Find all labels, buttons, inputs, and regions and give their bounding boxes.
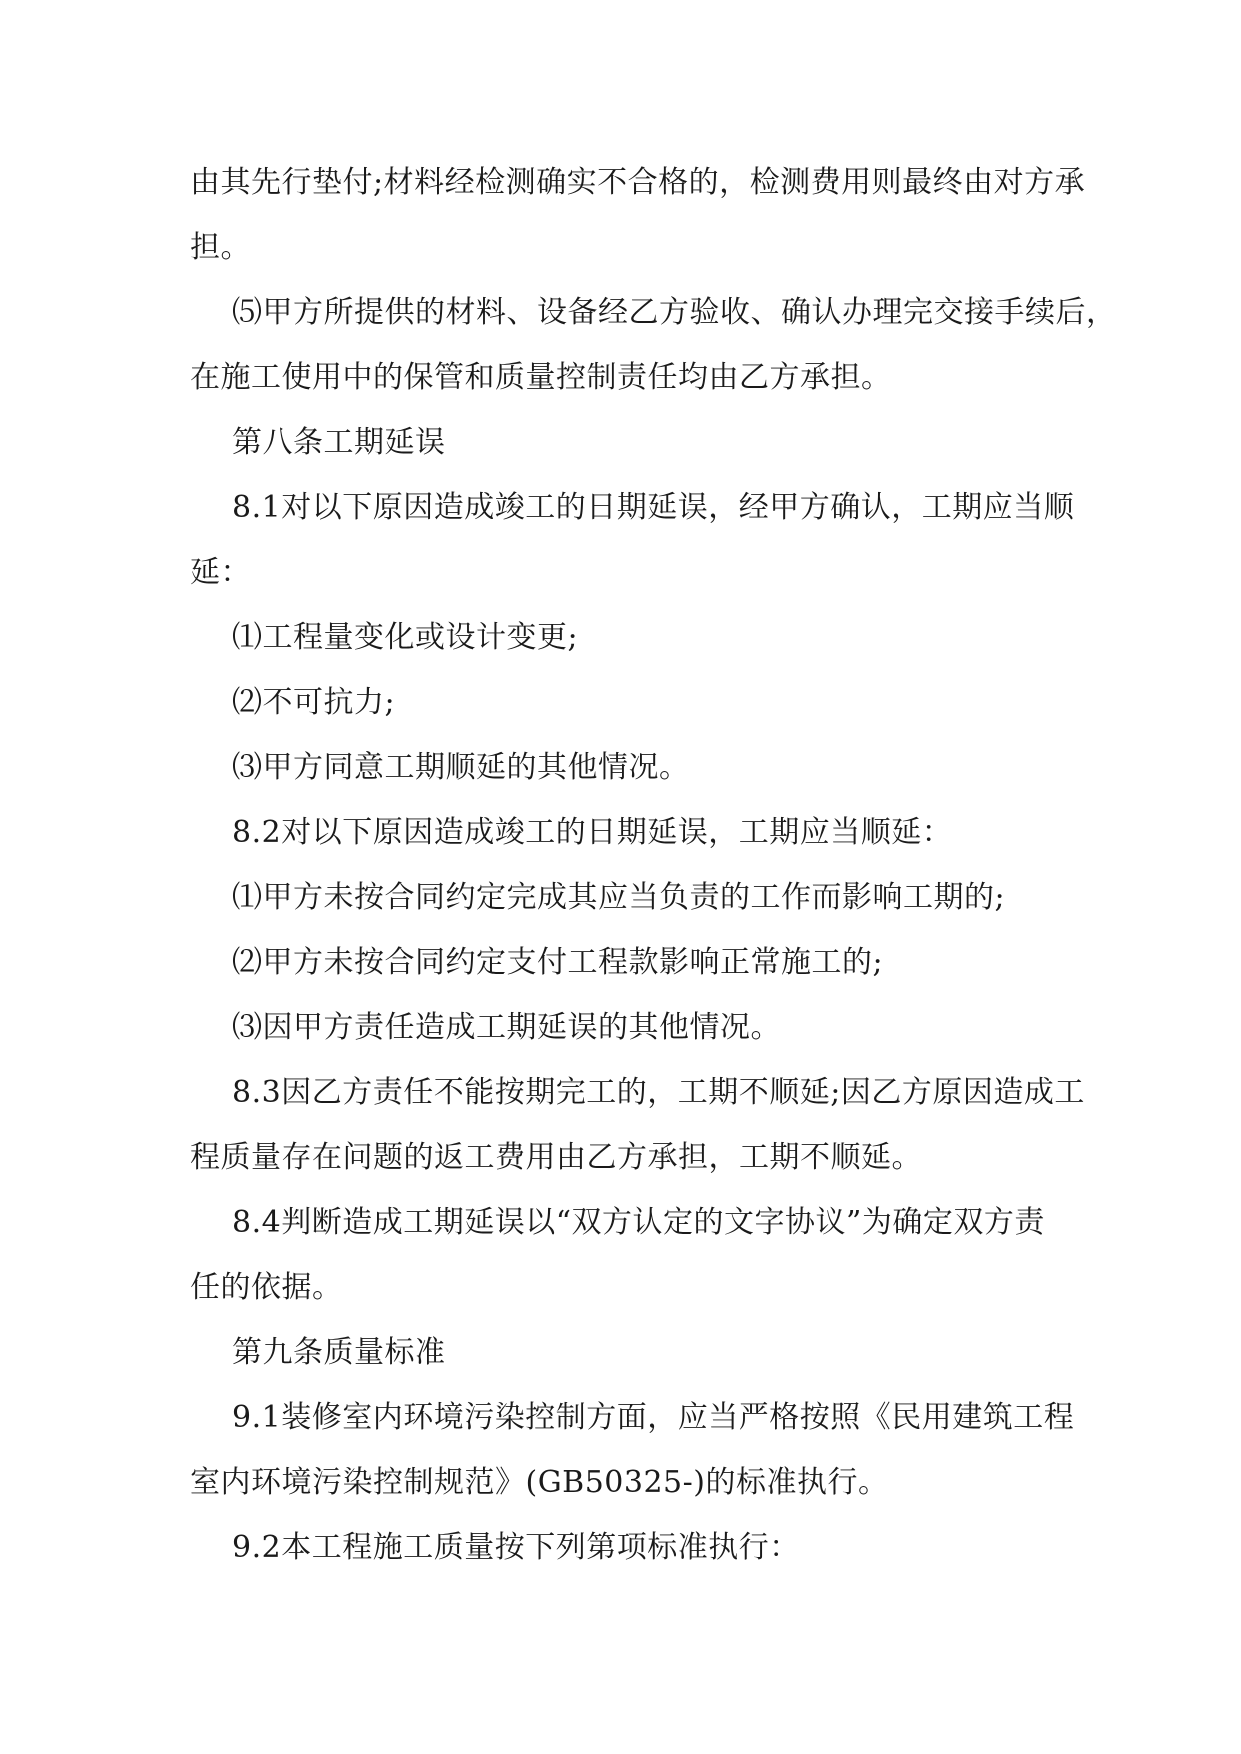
section-heading: 第八条工期延误: [232, 425, 446, 460]
text-line: 任的依据。: [190, 1270, 343, 1305]
text-line: 程质量存在问题的返工费用由乙方承担，工期不顺延。: [190, 1140, 922, 1175]
list-item: ⑶甲方同意工期顺延的其他情况。: [232, 750, 690, 785]
list-item: ⑴工程量变化或设计变更;: [232, 620, 579, 655]
text-line: 室内环境污染控制规范》(GB50325-)的标准执行。: [190, 1465, 889, 1500]
text-line: 8.2对以下原因造成竣工的日期延误，工期应当顺延：: [232, 815, 953, 850]
text-line: 在施工使用中的保管和质量控制责任均由乙方承担。: [190, 360, 892, 395]
text-line: 延：: [190, 555, 251, 590]
section-heading: 第九条质量标准: [232, 1335, 446, 1370]
list-item: ⑵不可抗力;: [232, 685, 396, 720]
text-line: 8.1对以下原因造成竣工的日期延误，经甲方确认，工期应当顺: [232, 490, 1075, 525]
text-line: 9.2本工程施工质量按下列第项标准执行：: [232, 1530, 800, 1565]
list-item: ⑴甲方未按合同约定完成其应当负责的工作而影响工期的;: [232, 880, 1006, 915]
text-line: 8.3因乙方责任不能按期完工的，工期不顺延;因乙方原因造成工: [232, 1075, 1085, 1110]
text-line: ⑸甲方所提供的材料、设备经乙方验收、确认办理完交接手续后，: [232, 295, 1117, 330]
list-item: ⑵甲方未按合同约定支付工程款影响正常施工的;: [232, 945, 884, 980]
text-line: 担。: [190, 230, 251, 265]
text-line: 由其先行垫付;材料经检测确实不合格的，检测费用则最终由对方承: [190, 165, 1086, 200]
text-line: 9.1装修室内环境污染控制方面，应当严格按照《民用建筑工程: [232, 1400, 1075, 1435]
text-line: 8.4判断造成工期延误以“双方认定的文字协议”为确定双方责: [232, 1205, 1045, 1240]
list-item: ⑶因甲方责任造成工期延误的其他情况。: [232, 1010, 781, 1045]
